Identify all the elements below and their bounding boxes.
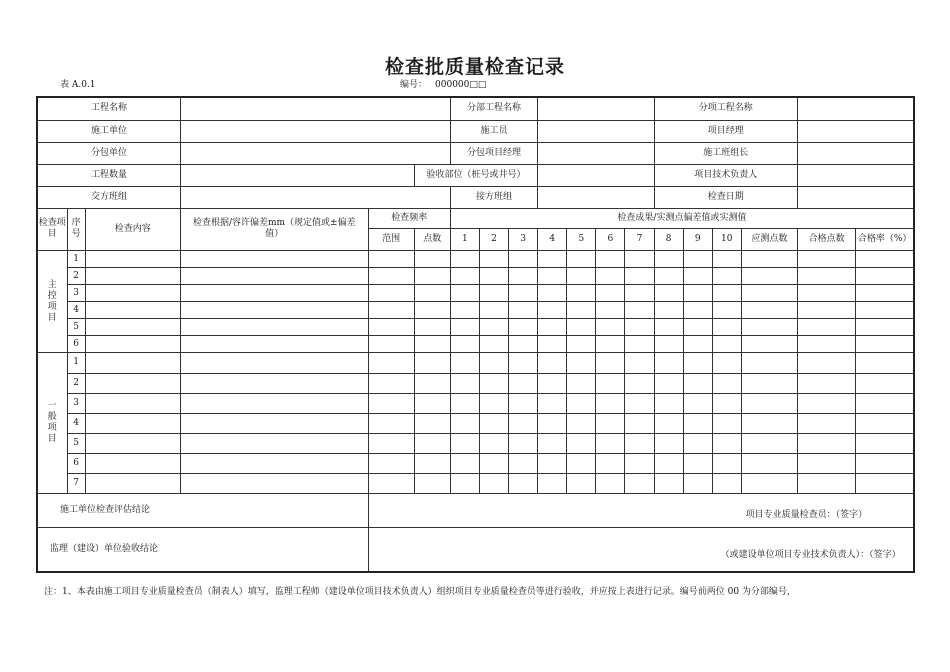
main-item-row-1 bbox=[37, 251, 914, 268]
col-measure-6: 6 bbox=[596, 228, 625, 250]
subcontract-unit-field[interactable] bbox=[180, 142, 450, 164]
constructor-field[interactable] bbox=[538, 120, 654, 142]
col-measure-2: 2 bbox=[479, 228, 508, 250]
row-number: 3 bbox=[67, 393, 85, 413]
constructor-label: 施工员 bbox=[450, 120, 537, 142]
construction-unit-field[interactable] bbox=[180, 120, 450, 142]
main-control-group-label: 主控项目 bbox=[37, 251, 67, 353]
construction-inspector-signature: 项目专业质量检查员：（签字） bbox=[745, 509, 868, 520]
col-measure-3: 3 bbox=[509, 228, 538, 250]
main-item-row-4 bbox=[37, 302, 914, 319]
serial-number bbox=[400, 77, 486, 90]
receiving-team-field[interactable] bbox=[538, 186, 654, 208]
col-pass-rate-header: 合格率（%） bbox=[856, 228, 914, 250]
general-item-row-4 bbox=[37, 413, 914, 433]
construction-conclusion-field[interactable] bbox=[368, 493, 914, 527]
row-number: 1 bbox=[67, 353, 85, 373]
inspection-date-field[interactable] bbox=[798, 186, 914, 208]
receiving-team-label: 接方班组 bbox=[450, 186, 537, 208]
acceptance-part-label: 验收部位（桩号或井号） bbox=[414, 164, 537, 186]
col-measure-5: 5 bbox=[567, 228, 596, 250]
table-number: 表 A.0.1 bbox=[60, 80, 96, 90]
col-content-header: 检查内容 bbox=[85, 208, 180, 250]
row-number: 6 bbox=[67, 336, 85, 353]
col-measure-9: 9 bbox=[683, 228, 712, 250]
col-measure-4: 4 bbox=[538, 228, 567, 250]
row-number: 4 bbox=[67, 302, 85, 319]
col-points-header: 点数 bbox=[414, 228, 450, 250]
team-leader-field[interactable] bbox=[798, 142, 914, 164]
col-measured-points-header: 应测点数 bbox=[741, 228, 797, 250]
project-manager-field[interactable] bbox=[798, 120, 914, 142]
sub-item-name-field[interactable] bbox=[798, 97, 914, 120]
col-range-header: 范围 bbox=[368, 228, 414, 250]
row-number: 5 bbox=[67, 433, 85, 453]
tech-lead-label: 项目技术负责人 bbox=[654, 164, 797, 186]
col-measure-8: 8 bbox=[654, 228, 683, 250]
col-results-header: 检查成果/实测点偏差值或实测值 bbox=[450, 208, 914, 228]
general-item-row-1 bbox=[37, 353, 914, 373]
quantity-label: 工程数量 bbox=[37, 164, 180, 186]
general-item-row-3 bbox=[37, 393, 914, 413]
col-qualified-points-header: 合格点数 bbox=[798, 228, 856, 250]
project-name-field[interactable] bbox=[180, 97, 450, 120]
project-manager-label: 项目经理 bbox=[654, 120, 797, 142]
handover-team-field[interactable] bbox=[180, 186, 450, 208]
general-item-row-7 bbox=[37, 473, 914, 493]
handover-team-label: 交方班组 bbox=[37, 186, 180, 208]
inspection-record-table bbox=[36, 96, 915, 573]
tech-lead-field[interactable] bbox=[798, 164, 914, 186]
supervision-conclusion-label: 监理（建设）单位验收结论 bbox=[37, 528, 368, 572]
team-leader-label: 施工班组长 bbox=[654, 142, 797, 164]
general-item-row-6 bbox=[37, 453, 914, 473]
col-basis-header: 检查根据/容许偏差mm（规定值或±偏差值） bbox=[180, 208, 368, 250]
footnote: 注：1、本表由施工项目专业质量检查员（制表人）填写，监理工程师（建设单位项目技术负责人）组织项目专业质量检查员等进行验收，并应按上表进行记录。编号前两位 00 为分部编号， bbox=[44, 587, 796, 597]
sub-item-name-label: 分项工程名称 bbox=[654, 97, 797, 120]
col-seq-header: 序号 bbox=[67, 208, 85, 250]
general-item-row-2 bbox=[37, 373, 914, 393]
sub-part-name-field[interactable] bbox=[538, 97, 654, 120]
row-number: 3 bbox=[67, 285, 85, 302]
main-item-row-3 bbox=[37, 285, 914, 302]
col-measure-10: 10 bbox=[712, 228, 741, 250]
main-item-row-6 bbox=[37, 336, 914, 353]
main-item-row-2 bbox=[37, 268, 914, 285]
col-measure-1: 1 bbox=[450, 228, 479, 250]
general-item-row-5 bbox=[37, 433, 914, 453]
row-number: 6 bbox=[67, 453, 85, 473]
serial-value: 000000□□ bbox=[435, 80, 487, 90]
row-number: 2 bbox=[67, 268, 85, 285]
subcontract-unit-label: 分包单位 bbox=[37, 142, 180, 164]
general-group-label: 一般项目 bbox=[37, 353, 67, 494]
row-number: 5 bbox=[67, 319, 85, 336]
supervision-conclusion-field[interactable] bbox=[368, 528, 914, 572]
row-number: 2 bbox=[67, 373, 85, 393]
inspection-date-label: 检查日期 bbox=[654, 186, 797, 208]
row-number: 1 bbox=[67, 251, 85, 268]
col-item-header: 检查项目 bbox=[37, 208, 67, 250]
acceptance-part-field[interactable] bbox=[538, 164, 654, 186]
main-item-row-5 bbox=[37, 319, 914, 336]
sub-part-name-label: 分部工程名称 bbox=[450, 97, 537, 120]
quantity-field[interactable] bbox=[180, 164, 414, 186]
project-name-label: 工程名称 bbox=[37, 97, 180, 120]
col-measure-7: 7 bbox=[625, 228, 654, 250]
page-title: 检查批质量检查记录 bbox=[384, 56, 565, 78]
construction-unit-label: 施工单位 bbox=[37, 120, 180, 142]
row-number: 7 bbox=[67, 473, 85, 493]
row-number: 4 bbox=[67, 413, 85, 433]
construction-conclusion-label: 施工单位检查评估结论 bbox=[37, 493, 368, 527]
owner-tech-lead-signature: （或建设单位项目专业技术负责人）：（签字） bbox=[720, 550, 901, 561]
col-frequency-header: 检查频率 bbox=[368, 208, 450, 228]
subcontract-manager-field[interactable] bbox=[538, 142, 654, 164]
subcontract-manager-label: 分包项目经理 bbox=[450, 142, 537, 164]
serial-label: 编号： bbox=[400, 80, 428, 90]
